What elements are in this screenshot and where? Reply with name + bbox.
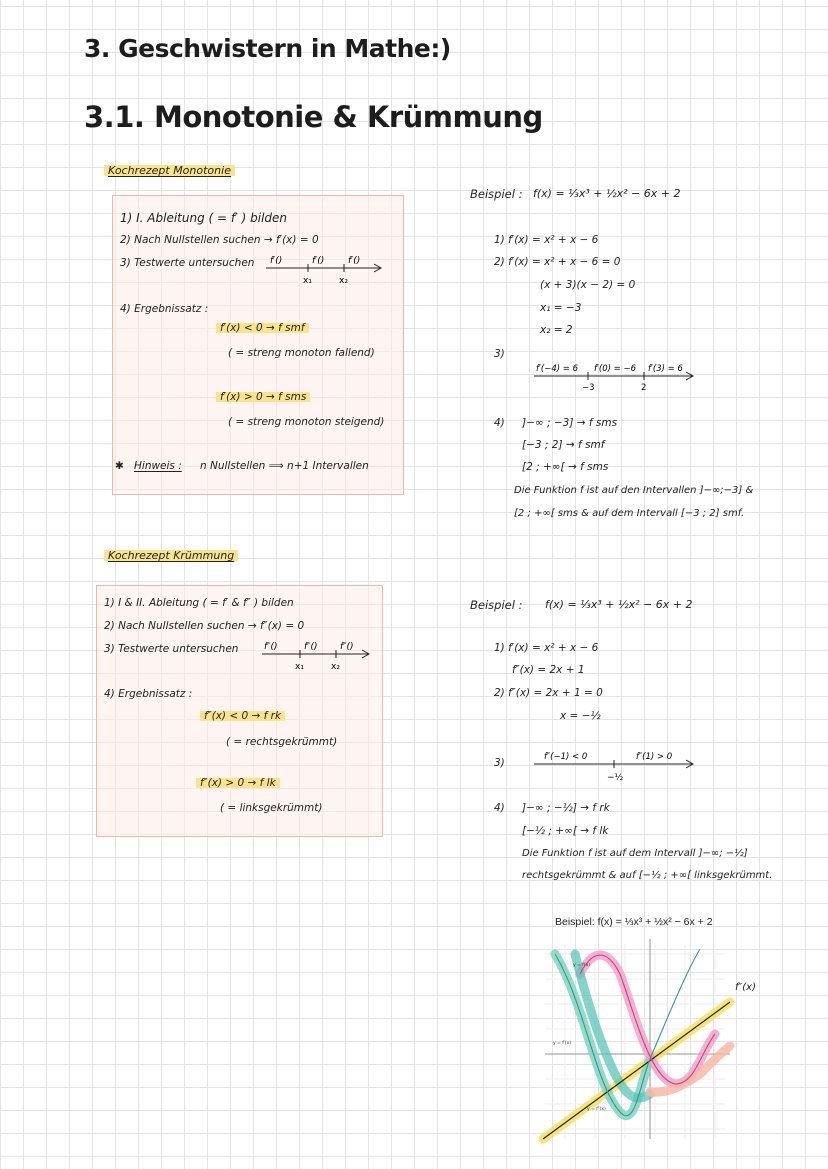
beispiel1-step2: 2) f′(x) = x² + x − 6 = 0 [494,256,621,268]
beispiel2-conclusion1: Die Funktion f ist auf dem Intervall ]−∞; −½] [522,848,748,859]
monotonie-step2: 2) Nach Nullstellen suchen → f′(x) = 0 [120,234,319,246]
beispiel1-label: Beispiel : [470,187,523,201]
beispiel1-number-line [530,360,700,400]
kruemmung-case1 [200,710,285,722]
kruemmung-case1-note: ( = rechtsgekrümmt) [226,736,338,748]
kruemmung-case2-text: f″(x) > 0 → f lk [196,777,280,789]
kruemmung-number-line [258,636,378,676]
graph-canvas [525,934,805,1144]
beispiel2-result2: [−½ ; +∞[ → f lk [522,825,609,837]
label-f-small: y = f(x) [573,963,591,968]
monotonie-case2 [216,391,310,403]
kruemmung-case2 [196,777,280,789]
testwert-label: f″(1) > 0 [636,752,673,762]
kruemmung-step2: 2) Nach Nullstellen suchen → f″(x) = 0 [104,620,305,632]
hint-text: n Nullstellen ⟹ n+1 Intervallen [200,460,369,472]
beispiel2-step4: 4) [494,802,505,814]
axis-label: −3 [582,383,595,393]
beispiel1-step1: 1) f′(x) = x² + x − 6 [494,234,599,246]
monotonie-title [104,164,235,177]
testwert-label: f′() [348,256,361,266]
testwert-label: f′(−4) = 6 [536,364,579,374]
beispiel2-label: Beispiel : [470,598,523,612]
beispiel1-x2: x₂ = 2 [540,324,573,336]
monotonie-case2-note: ( = streng monoton steigend) [228,416,385,428]
kruemmung-title [104,549,238,562]
beispiel1-result1: ]−∞ ; −3] → f sms [522,417,618,429]
testwert-label: f′(0) = −6 [594,364,637,374]
beispiel2-conclusion2: rechtsgekrümmt & auf [−½ ; +∞[ linksgekrümmt. [522,870,773,881]
kruemmung-step4: 4) Ergebnissatz : [104,688,193,700]
beispiel2-number-line [530,748,700,790]
axis-label: −½ [607,773,624,783]
label-fpp-handwritten: f″(x) [735,982,756,993]
monotonie-case1-text: f′(x) < 0 → f smf [216,322,309,334]
beispiel2-step1b: f″(x) = 2x + 1 [512,664,585,676]
monotonie-case2-text: f′(x) > 0 → f sms [216,391,310,403]
beispiel1-step4: 4) [494,417,505,429]
beispiel1-x1: x₁ = −3 [540,302,582,314]
beispiel1-result3: [2 ; +∞[ → f sms [522,461,609,473]
kruemmung-step3: 3) Testwerte untersuchen [104,643,239,655]
monotonie-step1: 1) I. Ableitung ( = f′ ) bilden [120,211,288,225]
axis-label: 2 [641,383,647,393]
testwert-label: f′() [312,256,325,266]
testwert-label: f″() [264,642,278,652]
testwert-label: f″() [340,642,354,652]
beispiel1-function: f(x) = ⅓x³ + ½x² − 6x + 2 [533,187,681,200]
function-graph [525,910,805,1145]
testwert-label: f′(3) = 6 [648,364,683,374]
monotonie-step4: 4) Ergebnissatz : [120,303,209,315]
beispiel2-function: f(x) = ⅓x³ + ½x² − 6x + 2 [545,598,693,611]
beispiel1-result2: [−3 ; 2] → f smf [522,439,605,451]
beispiel2-step3: 3) [494,757,505,769]
kruemmung-case1-text: f″(x) < 0 → f rk [200,710,285,722]
beispiel2-step2b: x = −½ [560,710,601,722]
monotonie-case1 [216,322,309,334]
monotonie-title-text: Kochrezept Monotonie [104,164,235,177]
section-title: 3.1. Monotonie & Krümmung [84,100,543,134]
hint-label: Hinweis : [134,460,182,472]
monotonie-case1-note: ( = streng monoton fallend) [228,347,375,359]
beispiel2-step1: 1) f′(x) = x² + x − 6 [494,642,599,654]
beispiel2-step2: 2) f″(x) = 2x + 1 = 0 [494,687,603,699]
monotonie-number-line [262,250,390,290]
beispiel1-step3: 3) [494,348,505,360]
monotonie-step3: 3) Testwerte untersuchen [120,257,255,269]
kruemmung-step1: 1) I & II. Ableitung ( = f′ & f″ ) bilden [104,597,294,609]
axis-label: x₁ [295,662,304,672]
testwert-label: f″() [304,642,318,652]
kruemmung-case2-note: ( = linksgekrümmt) [220,802,323,814]
label-fp-small: y = f′(x) [553,1041,572,1046]
testwert-label: f′() [270,256,283,266]
beispiel1-conclusion2: [2 ; +∞[ sms & auf dem Intervall [−3 ; 2] smf. [514,508,745,519]
axis-label: x₁ [303,276,312,286]
axis-label: x₂ [331,662,340,672]
beispiel1-step2b: (x + 3)(x − 2) = 0 [540,279,636,291]
axis-label: x₂ [339,276,348,286]
hint-star-icon: ✱ [115,460,124,472]
page-heading: 3. Geschwistern in Mathe:) [84,34,451,63]
label-fpp-small: y = f″(x) [587,1107,606,1112]
testwert-label: f″(−1) < 0 [544,752,588,762]
beispiel1-conclusion1: Die Funktion f ist auf den Intervallen ]−∞;−3] & [514,485,754,496]
beispiel2-result1: ]−∞ ; −½] → f rk [522,802,610,814]
kruemmung-title-text: Kochrezept Krümmung [104,549,238,562]
graph-title: Beispiel: f(x) = ⅓x³ + ½x² − 6x + 2 [555,916,713,928]
